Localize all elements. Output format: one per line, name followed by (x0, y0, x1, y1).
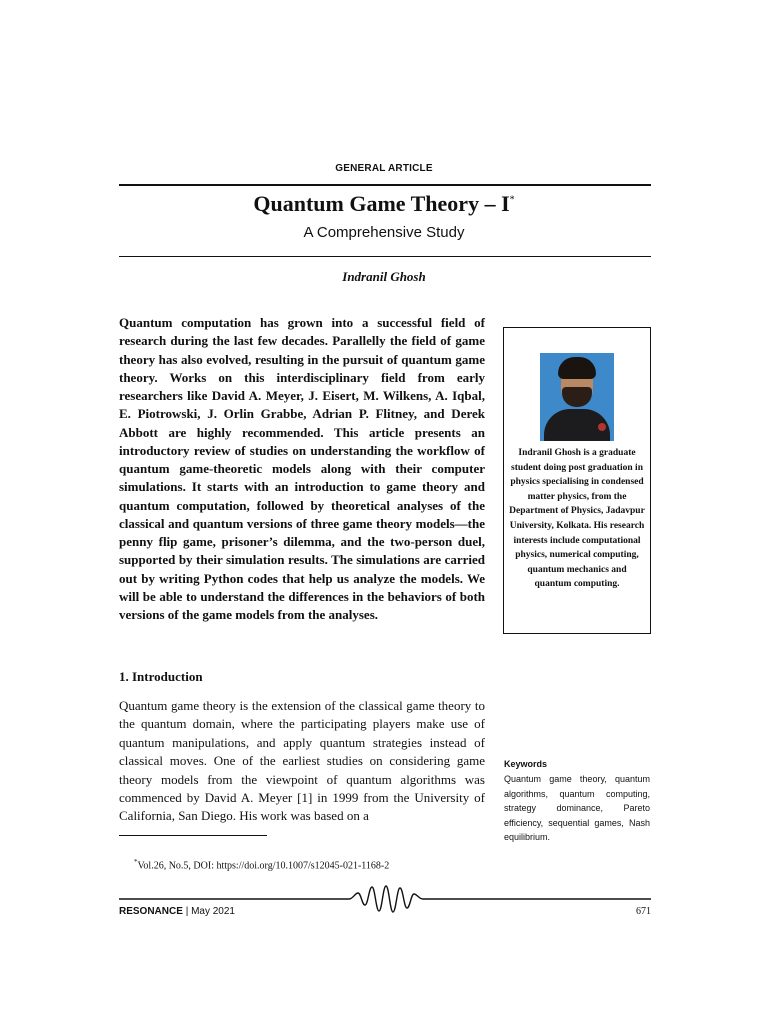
title-rule (119, 256, 651, 257)
page-number: 671 (636, 906, 651, 917)
footnote-rule (119, 835, 267, 836)
journal-name: RESONANCE (119, 906, 183, 917)
section-heading: 1. Introduction (119, 669, 203, 684)
article-title-text: Quantum Game Theory – I (253, 191, 510, 216)
introduction-body: Quantum game theory is the extension of the classical game theory to the quantum domain, where the participating players make use of quantum manipulations, and apply quantum strategies instead of classical moves. One of the earliest studies on considering game theory models from the viewpoint of quantum algorithms was commenced by David A. Meyer [1] in 1999 from the University of California, San Diego. His work was based on a (119, 698, 485, 824)
author-name: Indranil Ghosh (342, 269, 426, 284)
author-bio: Indranil Ghosh is a graduate student doing post graduation in physics specialising in condensed matter physics, from the Department of Physics, Jadavpur University, Kolkata. His research interests include computational physics, numerical computing, quantum mechanics and quantum computing. (509, 448, 645, 590)
footer-separator: | (185, 906, 189, 917)
header-rule (119, 184, 651, 186)
title-footnote-mark: * (509, 194, 515, 206)
issue-date: May 2021 (191, 906, 235, 917)
article-subtitle: A Comprehensive Study (303, 224, 465, 241)
section-label: GENERAL ARTICLE (335, 163, 433, 174)
footnote-mark: * (134, 858, 138, 866)
footnote (134, 858, 389, 871)
footnote-text: Vol.26, No.5, DOI: https://doi.org/10.1007/s12045-021-1168-2 (137, 860, 390, 872)
article-title (0, 191, 768, 217)
footer-journal (119, 906, 235, 917)
keywords-title: Keywords (504, 759, 548, 769)
abstract: Quantum computation has grown into a successful field of research during the last few decades. Parallelly the field of game theory has also evolved, resulting in the pursuit of quantum game theory. Works on this interdisciplinary field from early researchers like David A. Meyer, J. Eisert, M. Wilkens, A. Iqbal, E. Piotrowski, J. Orlin Grabbe, Adrian P. Flitney, and Derek Abbott are highly recommended. This article presents an introductory review of studies on understanding the workflow of quantum game-theoretic models along with their computer simulations. It starts with an introduction to game theory and quantum computation, followed by theoretical analyses of the classical and quantum versions of three game theory models—the penny flip game, prisoner’s dilemma, and the two-person duel, supported by their simulation results. The simulations are carried out by writing Python codes that help us analyze the models. We will be able to understand the differences in the behaviors of both versions of the game models from the analyses. (119, 315, 485, 622)
author-bio-box (503, 327, 651, 634)
keywords-text: Quantum game theory, quantum algorithms, quantum computing, strategy dominance, Pareto efficiency, sequential games, Nash equilibrium. (504, 774, 650, 843)
author-photo (540, 353, 614, 441)
